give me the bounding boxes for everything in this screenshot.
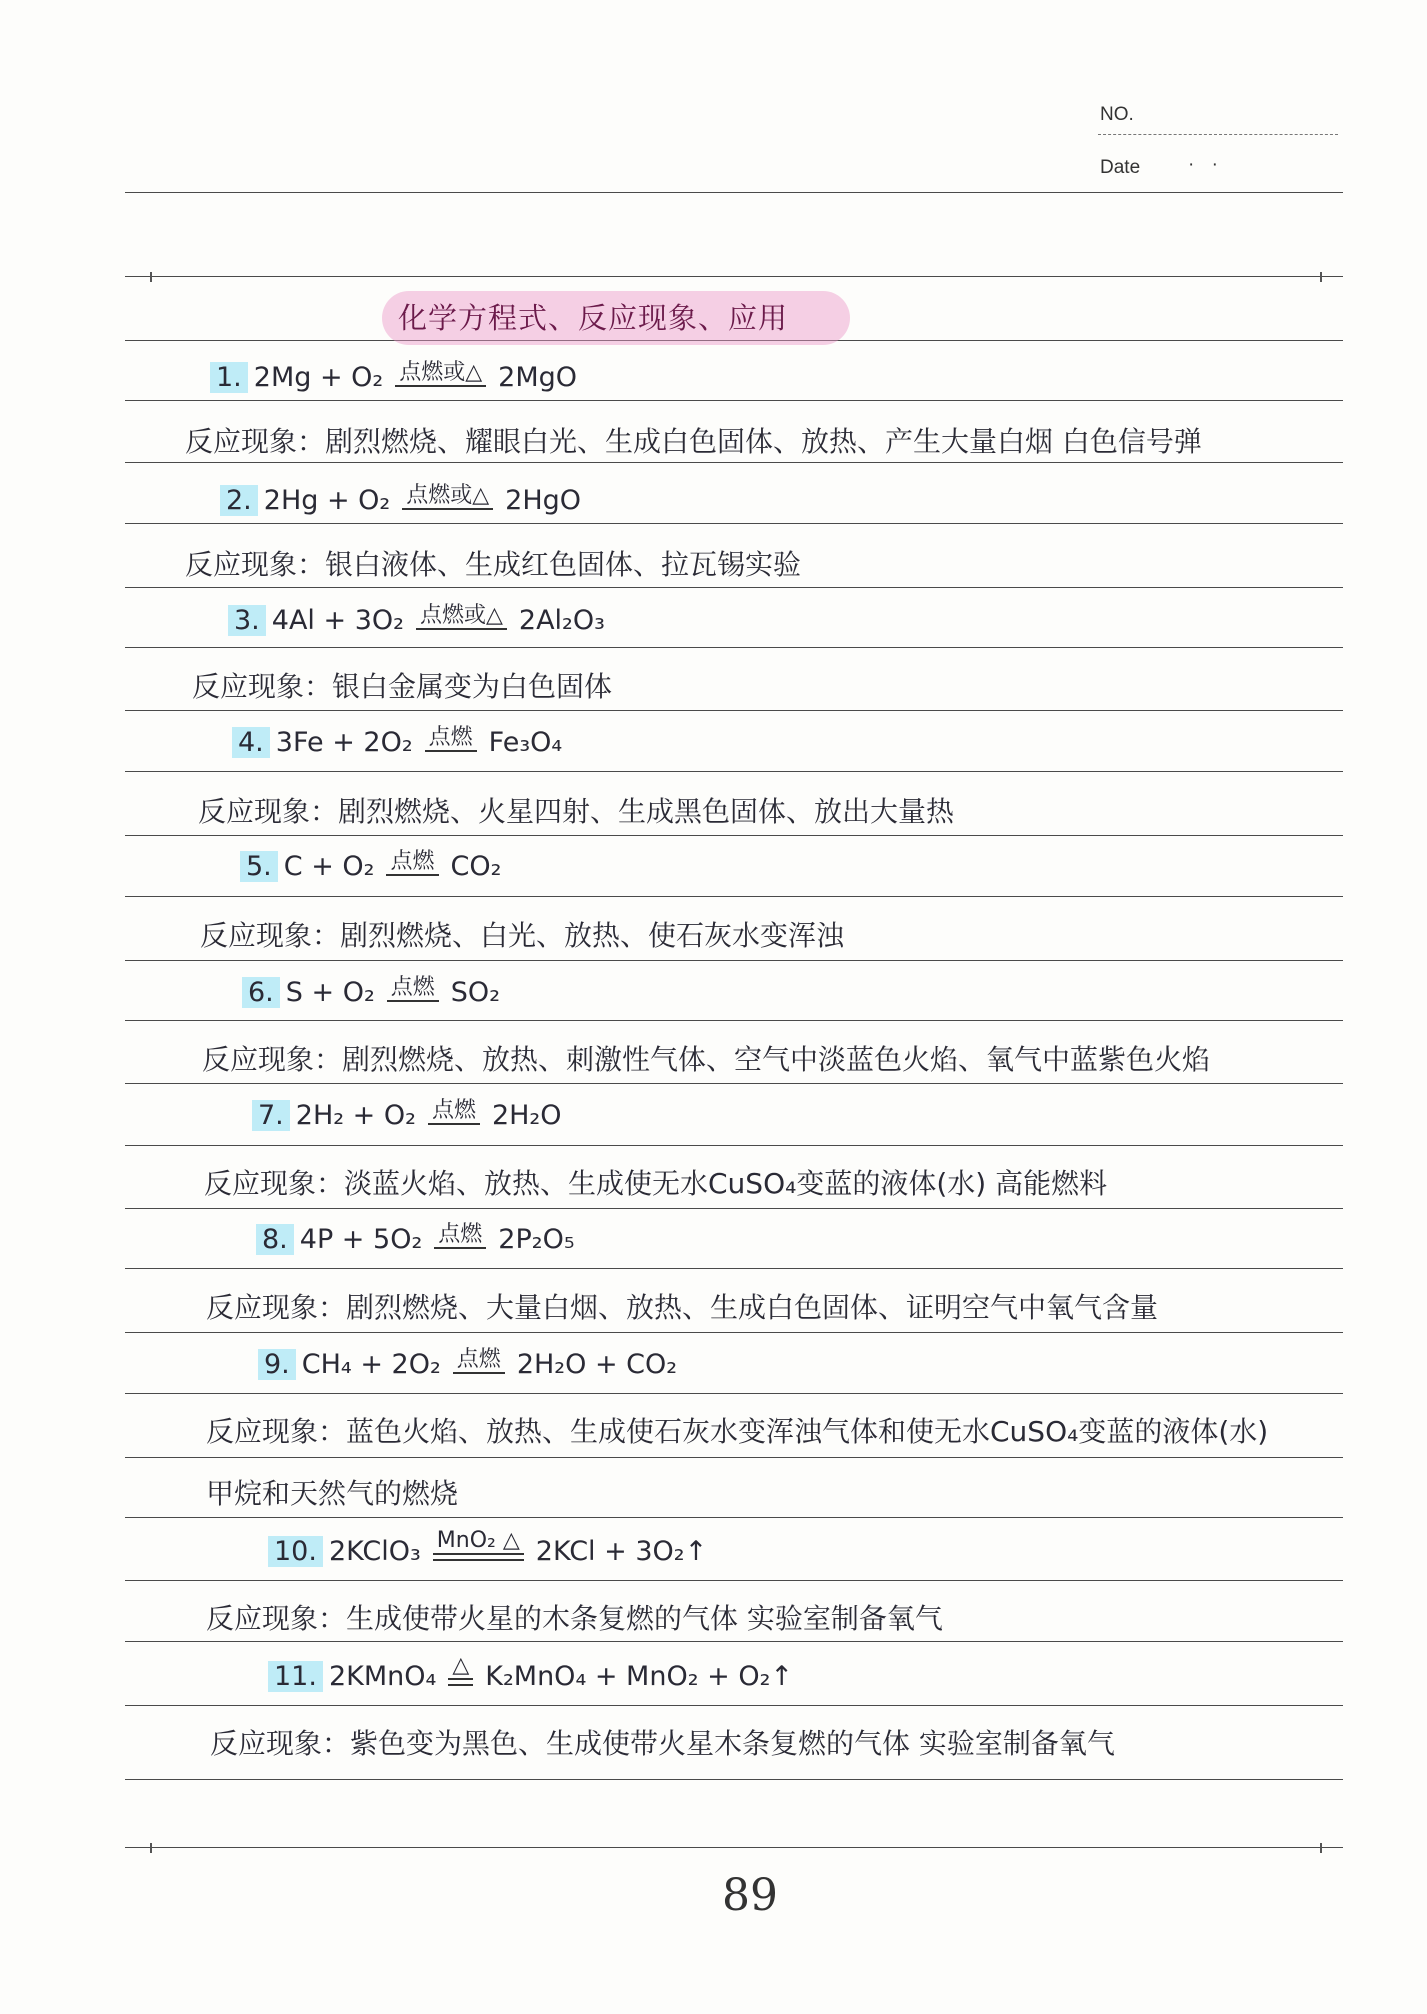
phenomenon-10: 反应现象：生成使带火星的木条复燃的气体 实验室制备氧气 (206, 1602, 943, 1635)
reaction-condition: 点燃 (387, 976, 439, 1002)
products: SO₂ (450, 977, 501, 1008)
equation-2 (220, 482, 582, 516)
tick-mark (1320, 272, 1322, 282)
products: 2HgO (505, 485, 582, 516)
reaction-condition: 点燃 (428, 1099, 480, 1125)
phenomenon-7: 反应现象：淡蓝火焰、放热、生成使无水CuSO₄变蓝的液体(水) 高能燃料 (204, 1167, 1108, 1200)
reaction-condition: MnO₂ △ (433, 1529, 524, 1561)
equation-number: 6. (242, 977, 280, 1008)
reactants: 3Fe + 2O₂ (275, 727, 413, 758)
products: 2P₂O₅ (498, 1224, 575, 1255)
date-dots: · · (1188, 154, 1224, 175)
equation-9 (258, 1346, 678, 1380)
ruled-line (125, 1457, 1343, 1458)
reaction-condition: 点燃或△ (395, 361, 486, 387)
ruled-line (125, 587, 1343, 588)
reactants: CH₄ + 2O₂ (301, 1349, 441, 1380)
phenomenon-11: 反应现象：紫色变为黑色、生成使带火星木条复燃的气体 实验室制备氧气 (210, 1727, 1115, 1760)
phenomenon-6: 反应现象：剧烈燃烧、放热、刺激性气体、空气中淡蓝色火焰、氧气中蓝紫色火焰 (202, 1043, 1211, 1076)
equation-number: 8. (256, 1224, 294, 1255)
ruled-line (125, 276, 1343, 277)
phenomenon-4: 反应现象：剧烈燃烧、火星四射、生成黑色固体、放出大量热 (198, 795, 955, 828)
equation-number: 9. (258, 1349, 296, 1380)
ruled-line (125, 1641, 1343, 1642)
reactants: 4Al + 3O₂ (271, 605, 404, 636)
products: 2Al₂O₃ (518, 605, 605, 636)
phenomenon-2: 反应现象：银白液体、生成红色固体、拉瓦锡实验 (185, 548, 802, 581)
date-label: Date (1100, 157, 1141, 178)
reaction-condition: 点燃 (453, 1348, 505, 1374)
ruled-line (125, 1393, 1343, 1394)
tick-mark (1320, 1843, 1322, 1853)
ruled-line (125, 1020, 1343, 1021)
ruled-line (125, 1779, 1343, 1780)
reactants: 4P + 5O₂ (299, 1224, 423, 1255)
equation-3 (228, 602, 605, 636)
reaction-condition: 点燃或△ (402, 484, 493, 510)
phenomenon-1: 反应现象：剧烈燃烧、耀眼白光、生成白色固体、放热、产生大量白烟 白色信号弹 (185, 425, 1202, 458)
products: K₂MnO₄ + MnO₂ + O₂↑ (485, 1661, 794, 1693)
reaction-condition: △ (448, 1654, 473, 1686)
reactants: C + O₂ (283, 851, 375, 882)
equation-1 (210, 359, 578, 393)
products: 2H₂O + CO₂ (516, 1349, 678, 1380)
reaction-condition: 点燃或△ (416, 604, 507, 630)
reactants: S + O₂ (285, 977, 375, 1008)
ruled-line (125, 462, 1343, 463)
products: CO₂ (450, 851, 502, 882)
reaction-condition: 点燃 (386, 850, 438, 876)
equation-number: 1. (210, 362, 248, 393)
ruled-line (125, 523, 1343, 524)
phenomenon-3: 反应现象：银白金属变为白色固体 (192, 670, 613, 703)
ruled-line (125, 1332, 1343, 1333)
equation-11 (268, 1653, 794, 1693)
products: 2KCl + 3O₂↑ (535, 1536, 708, 1568)
ruled-line (125, 1145, 1343, 1146)
ruled-line (125, 1517, 1343, 1518)
equation-number: 4. (232, 727, 270, 758)
phenomenon-9-continued: 甲烷和天然气的燃烧 (206, 1477, 459, 1510)
equation-number: 7. (252, 1100, 290, 1131)
equation-number: 5. (240, 851, 278, 882)
equation-number: 10. (268, 1536, 323, 1567)
ruled-line (125, 710, 1343, 711)
page-title: 化学方程式、反应现象、应用 (398, 301, 789, 335)
ruled-line (125, 1705, 1343, 1706)
ruled-line (125, 400, 1343, 401)
products: 2MgO (498, 362, 578, 393)
equation-number: 11. (268, 1661, 323, 1692)
tick-mark (150, 1843, 152, 1853)
ruled-line (125, 771, 1343, 772)
ruled-line (125, 647, 1343, 648)
ruled-line (125, 896, 1343, 897)
phenomenon-5: 反应现象：剧烈燃烧、白光、放热、使石灰水变浑浊 (200, 919, 845, 952)
reactants: 2Hg + O₂ (263, 485, 391, 516)
ruled-line (125, 1268, 1343, 1269)
reaction-condition: 点燃 (425, 726, 477, 752)
ruled-line (125, 1580, 1343, 1581)
reactants: 2KClO₃ (328, 1536, 421, 1568)
ruled-line (125, 835, 1343, 836)
tick-mark (150, 272, 152, 282)
no-label: NO. (1100, 104, 1134, 125)
ruled-line (125, 1083, 1343, 1084)
products: Fe₃O₄ (488, 727, 563, 758)
ruled-line (125, 192, 1343, 193)
equation-6 (242, 974, 501, 1008)
equation-4 (232, 724, 563, 758)
no-dotted-line (1098, 134, 1338, 135)
equation-10 (268, 1528, 708, 1568)
equation-number: 2. (220, 485, 258, 516)
reactants: 2Mg + O₂ (253, 362, 384, 393)
equation-5 (240, 848, 502, 882)
equation-number: 3. (228, 605, 266, 636)
products: 2H₂O (491, 1100, 562, 1131)
equation-8 (256, 1221, 575, 1255)
reaction-condition: 点燃 (434, 1223, 486, 1249)
ruled-line (125, 960, 1343, 961)
ruled-line (125, 1847, 1343, 1848)
reactants: 2H₂ + O₂ (295, 1100, 416, 1131)
phenomenon-8: 反应现象：剧烈燃烧、大量白烟、放热、生成白色固体、证明空气中氧气含量 (206, 1291, 1159, 1324)
reactants: 2KMnO₄ (328, 1661, 437, 1693)
ruled-line (125, 1208, 1343, 1209)
phenomenon-9: 反应现象：蓝色火焰、放热、生成使石灰水变浑浊气体和使无水CuSO₄变蓝的液体(水) (206, 1415, 1269, 1448)
equation-7 (252, 1097, 562, 1131)
page-number: 89 (722, 1870, 778, 1921)
